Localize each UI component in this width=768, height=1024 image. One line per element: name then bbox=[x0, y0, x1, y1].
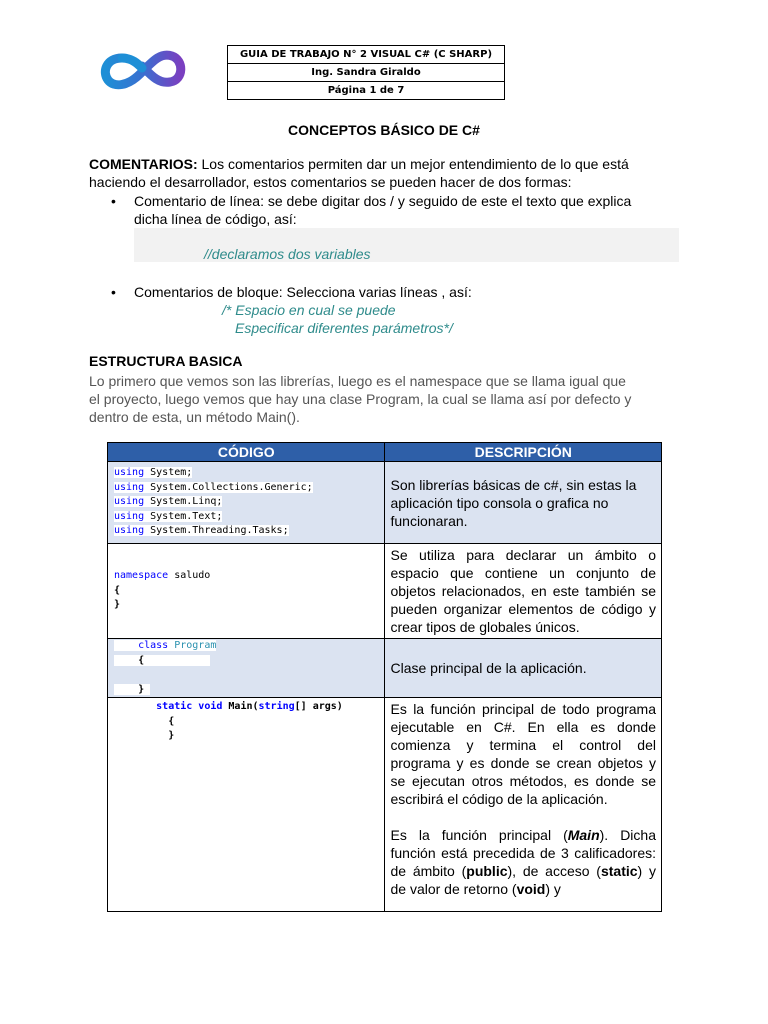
column-header-description: DESCRIPCIÓN bbox=[385, 443, 662, 462]
infinity-logo bbox=[100, 46, 186, 92]
document-header bbox=[227, 45, 505, 100]
bullet-line-comment-text-2: dicha línea de código, así: bbox=[134, 211, 297, 227]
estructura-heading: ESTRUCTURA BASICA bbox=[89, 353, 243, 369]
table-header-row bbox=[108, 443, 662, 462]
bullet-line-comment-text-1: Comentario de línea: se debe digitar dos / y seguido de este el texto que explica bbox=[134, 193, 632, 209]
code-main-block: static void Main(string[] args) { } bbox=[156, 701, 343, 741]
description-cell-using: Son librerías básicas de c#, sin estas la aplicación tipo consola o grafica no funcionaran. bbox=[385, 462, 662, 544]
estructura-line-3: dentro de esta, un método Main(). bbox=[89, 409, 300, 425]
bullet-dot-2: • bbox=[111, 284, 116, 300]
table-row bbox=[108, 639, 662, 698]
bullet-line-comment bbox=[134, 192, 679, 228]
comentarios-paragraph bbox=[89, 155, 679, 191]
bullet-block-comment: Comentarios de bloque: Selecciona varias líneas , así: bbox=[134, 284, 472, 300]
table-row bbox=[108, 698, 662, 912]
block-comment-example-2: Especificar diferentes parámetros*/ bbox=[235, 320, 453, 336]
code-cell-using bbox=[108, 462, 385, 544]
estructura-line-1: Lo primero que vemos son las librerías, luego es el namespace que se llama igual que bbox=[89, 373, 626, 389]
code-class-block: class Program { } bbox=[114, 639, 378, 697]
column-header-code: CÓDIGO bbox=[108, 443, 385, 462]
header-page-number: Página 1 de 7 bbox=[327, 85, 405, 96]
code-cell-class bbox=[108, 639, 385, 698]
table-row bbox=[108, 462, 662, 544]
code-description-table bbox=[107, 442, 662, 912]
code-cell-namespace bbox=[108, 544, 385, 639]
estructura-paragraph bbox=[89, 372, 679, 426]
estructura-line-2: el proyecto, luego vemos que hay una clase Program, la cual se llama así por defecto y bbox=[89, 391, 632, 407]
code-using-block: using System; using System.Collections.Generic; using System.Linq; using System.Text; using System.Threading.Tasks; bbox=[114, 467, 313, 537]
description-cell-class: Clase principal de la aplicación. bbox=[385, 639, 662, 698]
header-guide-title: GUIA DE TRABAJO N° 2 VISUAL C# (C SHARP) bbox=[228, 46, 504, 64]
main-description-1: Es la función principal de todo programa ejecutable en C#. En ella es donde comienza y termina el control del programa y es donde se crean objetos y se ejecutan otros métodos, es donde se escribirá el código de la aplicación. bbox=[390, 701, 656, 807]
description-cell-namespace: Se utiliza para declarar un ámbito o espacio que contiene un conjunto de objetos relacionados, en este también se pueden organizar elementos de código y crear tipos de globales únicos. bbox=[385, 544, 662, 639]
comentarios-label: COMENTARIOS: bbox=[89, 156, 198, 172]
block-comment-example bbox=[222, 301, 453, 337]
page-title: CONCEPTOS BÁSICO DE C# bbox=[288, 122, 480, 138]
code-namespace-block: namespace saludo { } bbox=[114, 570, 211, 611]
header-author: Ing. Sandra Giraldo bbox=[228, 64, 504, 82]
table-row bbox=[108, 544, 662, 639]
comentarios-text-2: haciendo el desarrollador, estos comentarios se pueden hacer de dos formas: bbox=[89, 174, 572, 190]
code-cell-main bbox=[108, 698, 385, 912]
bullet-dot: • bbox=[111, 193, 116, 209]
description-cell-main bbox=[385, 698, 662, 912]
line-comment-example: //declaramos dos variables bbox=[204, 246, 371, 262]
comentarios-text-1: Los comentarios permiten dar un mejor entendimiento de lo que está bbox=[197, 156, 629, 172]
block-comment-example-1: /* Espacio en cual se puede bbox=[222, 302, 396, 318]
main-description-2: Es la función principal (Main). Dicha función está precedida de 3 calificadores: de ámbito (public), de acceso (static) y de valor de retorno (void) y bbox=[390, 827, 656, 897]
